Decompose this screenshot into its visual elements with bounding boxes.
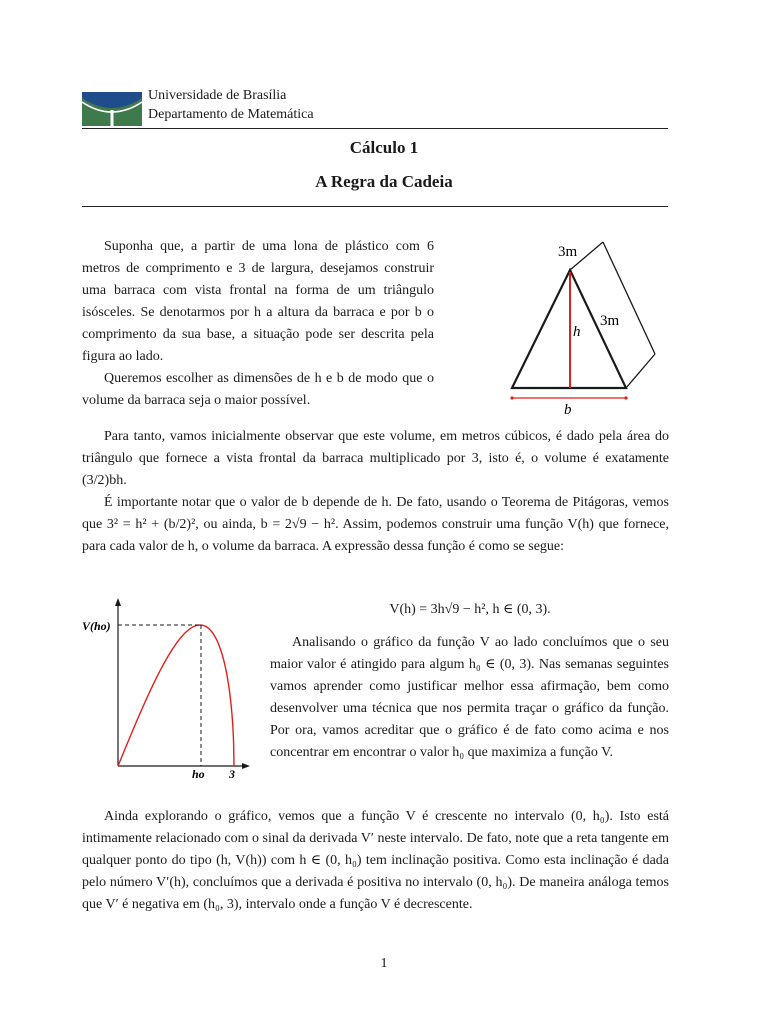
paragraph-4: É importante notar que o valor de b depende de h. De fato, usando o Teorema de Pitágoras, vemos que 3² = h² + (b/2)², ou ainda, b = 2√9 − h². Assim, podemos construir uma função V(h) que fornece, para cada valor de h, o volume da barraca. A expressão dessa função é como se segue:: [82, 495, 669, 554]
graph-y-label: V(ho): [82, 619, 111, 633]
volume-formula: V(h) = 3h√9 − h², h ∈ (0, 3).: [389, 602, 551, 617]
volume-graph: [80, 596, 250, 786]
paragraph-1: Suponha que, a partir de uma lona de plástico com 6 metros de comprimento e 3 de largura, desejamos construir uma barraca com vista frontal na forma de um triângulo isósceles. Se denotarmos por h a altura da barraca e por b o comprimento da sua base, a situação pode ser descrita pela figura ao lado.: [82, 239, 434, 364]
course-title: Cálculo 1: [349, 138, 419, 157]
tent-back-edge: [603, 242, 655, 354]
tent-label-base: b: [564, 402, 572, 418]
graph-analysis-text: [270, 632, 669, 764]
tent-figure: [500, 232, 670, 422]
paragraph-5: Analisando o gráfico da função V ao lado concluímos que o seu maior valor é atingido para algum h₀ ∈ (0, 3). Nas semanas seguintes vamos aprender como justificar melhor essa afirmação, bem como desenvolver uma técnica que nos permita traçar o gráfico da função. Por ora, vamos acreditar que o gráfico é de fato como acima e nos concentrar em encontrar o valor h₀ que maximiza a função V.: [270, 635, 669, 760]
department-name: Departamento de Matemática: [148, 107, 314, 122]
paragraph-3: Para tanto, vamos inicialmente observar que este volume, em metros cúbicos, é dado pela área do triângulo que fornece a vista frontal da barraca multiplicado por 3, isto é, o volume é exatamente (3/2)bh.: [82, 429, 669, 488]
volume-curve: [118, 625, 234, 766]
page-number: 1: [380, 956, 388, 971]
intro-text: [82, 236, 434, 412]
graph-tick-h0: ho: [192, 767, 205, 781]
tent-label-top: 3m: [558, 244, 578, 260]
header-rule: [82, 128, 668, 129]
topic-title: A Regra da Cadeia: [315, 172, 453, 191]
unb-logo: [82, 92, 142, 126]
graph-tick-3: 3: [229, 767, 235, 781]
institution-name: Universidade de Brasília: [148, 88, 287, 103]
body-text-2: [82, 806, 669, 916]
paragraph-2: Queremos escolher as dimensões de h e b de modo que o volume da barraca seja o maior possível.: [82, 371, 434, 408]
title-rule: [82, 206, 668, 207]
tent-label-height: h: [573, 324, 581, 340]
body-text-1: [82, 426, 669, 558]
header-institution-block: [148, 86, 314, 124]
tent-label-side: 3m: [600, 313, 620, 329]
tent-bottom-edge: [626, 354, 655, 388]
paragraph-6: Ainda explorando o gráfico, vemos que a função V é crescente no intervalo (0, h₀). Isto está intimamente relacionado com o sinal da derivada V′ neste intervalo. De fato, note que a reta tangente em qualquer ponto do tipo (h, V(h)) com h ∈ (0, h₀) tem inclinação positiva. Como esta inclinação é dada pelo número V′(h), concluímos que a derivada é positiva no intervalo (0, h₀). De maneira análoga temos que V′ é negativa em (h₀, 3), intervalo onde a função V é decrescente.: [82, 809, 669, 912]
